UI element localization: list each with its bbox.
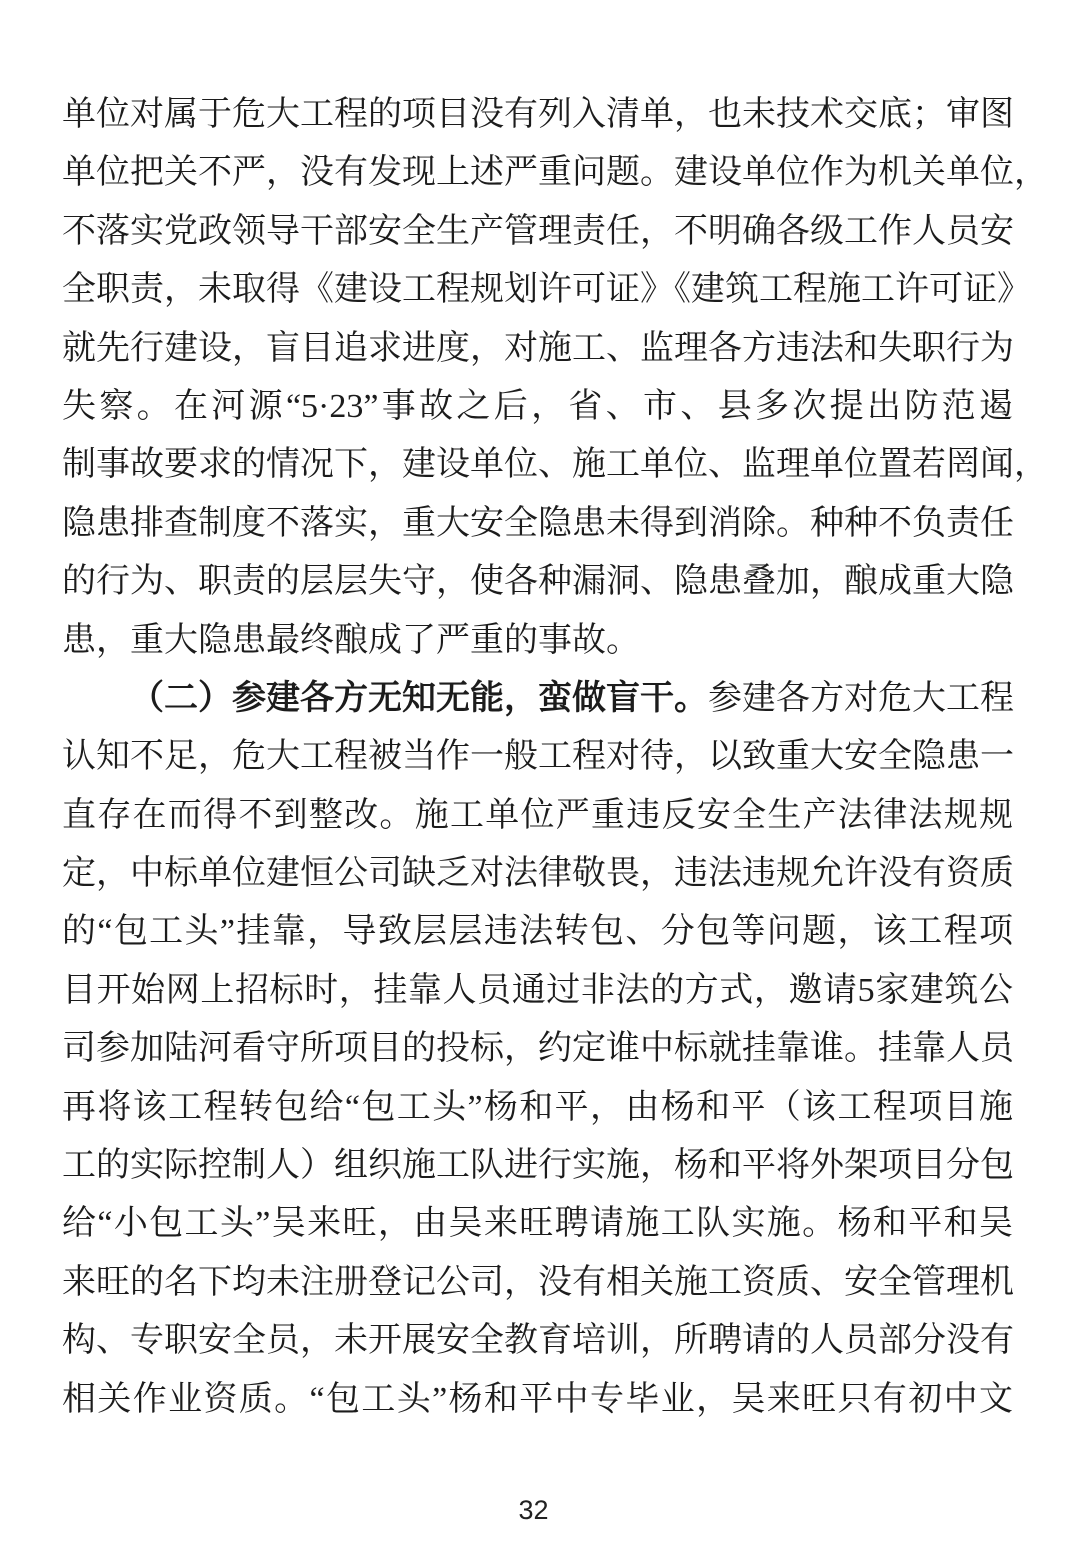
text-line: 目开始网上招标时，挂靠人员通过非法的方式，邀请5家建筑公 <box>62 971 1013 1009</box>
text-line: 给“小包工头”吴来旺，由吴来旺聘请施工队实施。杨和平和吴 <box>62 1205 1013 1243</box>
text-line: 隐患排查制度不落实，重大安全隐患未得到消除。种种不负责任 <box>62 504 1014 542</box>
page-number: 32 <box>518 1495 549 1525</box>
text-line: 单位把关不严，没有发现上述严重问题。建设单位作为机关单位， <box>62 154 1048 192</box>
text-line: 相关作业资质。“包工头”杨和平中专毕业，吴来旺只有初中文 <box>62 1380 1013 1418</box>
text-line: 司参加陆河看守所项目的投标，约定谁中标就挂靠谁。挂靠人员 <box>62 1030 1014 1068</box>
paragraph-heading: （二）参建各方无知无能，蛮做盲干。 <box>130 679 708 717</box>
text-line: （二）参建各方无知无能，蛮做盲干。参建各方对危大工程 <box>130 679 1014 717</box>
text-line: 不落实党政领导干部安全生产管理责任，不明确各级工作人员安 <box>62 212 1014 250</box>
text-line: 构、专职安全员，未开展安全教育培训，所聘请的人员部分没有 <box>62 1322 1014 1360</box>
text-line: 的“包工头”挂靠，导致层层违法转包、分包等问题，该工程项 <box>62 913 1013 951</box>
text-line: 单位对属于危大工程的项目没有列入清单，也未技术交底；审图 <box>62 96 1014 133</box>
text-line: 认知不足，危大工程被当作一般工程对待，以致重大安全隐患一 <box>62 738 1014 776</box>
text-line: 来旺的名下均未注册登记公司，没有相关施工资质、安全管理机 <box>62 1263 1014 1301</box>
text-line: 直存在而得不到整改。施工单位严重违反安全生产法律法规规 <box>62 796 1013 834</box>
text-line: 再将该工程转包给“包工头”杨和平，由杨和平（该工程项目施 <box>62 1088 1013 1126</box>
text-line: 的行为、职责的层层失守，使各种漏洞、隐患叠加，酿成重大隐 <box>62 563 1014 601</box>
text-line: 就先行建设，盲目追求进度，对施工、监理各方违法和失职行为 <box>62 329 1014 367</box>
text-line: 全职责，未取得《建设工程规划许可证》《建筑工程施工许可证》 <box>62 271 1031 309</box>
text-line: 失察。在河源“5·23”事故之后，省、市、县多次提出防范遏 <box>62 387 1013 425</box>
text-block <box>62 86 1048 1429</box>
text-line: 工的实际控制人）组织施工队进行实施，杨和平将外架项目分包 <box>62 1147 1014 1185</box>
text-line: 制事故要求的情况下，建设单位、施工单位、监理单位置若罔闻， <box>62 446 1048 484</box>
text-line: 定，中标单位建恒公司缺乏对法律敬畏，违法违规允许没有资质 <box>62 855 1014 893</box>
text-line: 患，重大隐患最终酿成了严重的事故。 <box>62 621 640 659</box>
